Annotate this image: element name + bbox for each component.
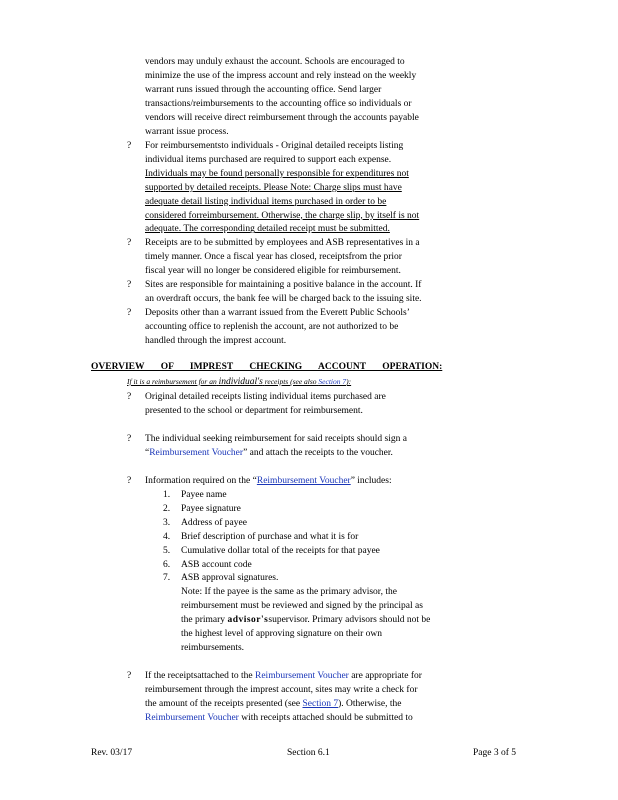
underlined-line: supported by detailed receipts. Please Note: Charge slips must have <box>145 182 402 193</box>
list-text: Cumulative dollar total of the receipts for that payee <box>181 545 380 556</box>
list-text: ASB account code <box>181 559 252 570</box>
text-line <box>145 447 541 461</box>
list-item <box>163 503 541 517</box>
bullet-symbol: ? <box>127 671 132 681</box>
bullet-symbol: ? <box>127 476 132 486</box>
subheading-text: If it is a reimbursement for an <box>127 377 217 386</box>
note-text: supervisor. Primary advisors should not be <box>268 614 431 625</box>
continuation-paragraph <box>145 56 541 139</box>
list-number: 2. <box>163 503 171 514</box>
list-text: Address of payee <box>181 517 247 528</box>
text-line: Deposits other than a warrant issued from the Everett Public Schools’ <box>145 308 410 318</box>
step-text: with receipts attached should be submitted to <box>241 712 413 723</box>
bullet-symbol: ? <box>127 392 132 402</box>
reimbursement-voucher-link[interactable]: Reimbursement Voucher <box>256 476 351 486</box>
bullet-positive-balance <box>145 279 541 307</box>
list-item <box>163 517 541 531</box>
text-line: Receipts are to be submitted by employees and ASB representatives in a <box>145 238 420 248</box>
reimbursement-voucher-link[interactable]: Reimbursement Voucher <box>255 671 349 681</box>
underlined-line: adequate. The corresponding detailed receipt must be submitted. <box>145 224 390 235</box>
text-line: handled through the imprest account. <box>145 335 287 346</box>
section-7-link[interactable]: Section 7 <box>318 377 347 386</box>
text-line: individual items purchased are required to support each expense. <box>145 154 392 165</box>
text-line: vendors will receive direct reimbursement through the accounts payable <box>145 112 419 123</box>
underlined-line: Individuals may be found personally responsible for expenditures not <box>145 168 409 179</box>
list-number: 3. <box>163 517 171 528</box>
advisor-bold: advisor's <box>227 614 269 625</box>
subheading-text: receipts (see also <box>264 377 317 386</box>
step-text: ). Otherwise, the <box>338 698 402 709</box>
text-line: reimbursement must be reviewed and signed by the principal as <box>181 600 423 611</box>
text-line: Sites are responsible for maintaining a positive balance in the account. If <box>145 280 422 290</box>
text-line: Original detailed receipts listing individual items purchased are <box>145 392 386 402</box>
text-line: fiscal year will no longer be considered eligible for reimbursement. <box>145 265 401 276</box>
text-line: timely manner. Once a fiscal year has closed, receiptsfrom the prior <box>145 251 402 262</box>
text-line: reimbursement through the imprest account, sites may write a check for <box>145 684 418 695</box>
step-original-receipts <box>145 391 541 419</box>
voucher-text: ” and attach the receipts to the voucher. <box>243 447 393 458</box>
bullet-symbol: ? <box>127 280 132 290</box>
section-7-link[interactable]: Section 7 <box>302 698 339 709</box>
step-text: If the receiptsattached to the <box>145 671 253 681</box>
bullet-deposits <box>145 307 541 349</box>
list-item <box>163 559 541 573</box>
step-text: are appropriate for <box>351 671 422 681</box>
list-text: ASB approval signatures. <box>181 573 279 584</box>
bullet-symbol: ? <box>127 238 132 248</box>
step-information-required <box>145 475 541 489</box>
list-number: 1. <box>163 490 171 500</box>
subheading-end: ): <box>346 377 352 386</box>
text-line <box>145 670 541 684</box>
bullet-symbol: ? <box>127 308 132 318</box>
text-line: an overdraft occurs, the bank fee will be charged back to the issuing site. <box>145 293 422 304</box>
text-line: warrant runs issued through the accounting office. Send larger <box>145 84 382 95</box>
reimbursement-voucher-link[interactable]: Reimbursement Voucher <box>149 447 244 458</box>
list-text: Brief description of purchase and what it is for <box>181 531 359 542</box>
text-line: warrant issue process. <box>145 126 229 137</box>
footer-section: Section 6.1 <box>287 748 330 758</box>
text-line: vendors may unduly exhaust the account. Schools are encouraged to <box>145 57 405 67</box>
text-line: the highest level of approving signature on their own <box>181 628 383 639</box>
text-line: presented to the school or department for reimbursement. <box>145 405 363 416</box>
info-text: ” includes: <box>350 476 392 486</box>
list-item <box>163 545 541 559</box>
list-number: 7. <box>163 573 171 584</box>
overview-heading: OVERVIEW OF IMPREST CHECKING ACCOUNT OPERATION: <box>91 362 443 372</box>
text-line: The individual seeking reimbursement for said receipts should sign a <box>145 434 407 444</box>
text-line <box>145 712 541 726</box>
text-line: reimbursements. <box>181 642 245 653</box>
note-text: the primary <box>181 614 226 625</box>
underlined-line: considered forreimbursement. Otherwise, the charge slip, by itself is not <box>145 210 420 221</box>
text-line: For reimbursementsto individuals - Original detailed receipts listing <box>145 141 404 151</box>
bullet-receipts-required <box>145 140 541 237</box>
bullet-symbol: ? <box>127 141 132 151</box>
quote-open: “ <box>145 447 150 458</box>
subheading-individual: individual's <box>218 377 263 387</box>
list-text: Payee name <box>181 490 227 500</box>
list-number: 5. <box>163 545 171 556</box>
list-item <box>163 489 541 503</box>
overview-subheading <box>127 377 351 387</box>
text-line: Note: If the payee is the same as the primary advisor, the <box>181 587 397 597</box>
text-line <box>145 698 541 712</box>
text-line: accounting office to replenish the account, are not authorized to be <box>145 321 399 332</box>
footer-revision: Rev. 03/17 <box>91 748 133 758</box>
reimbursement-voucher-link[interactable]: Reimbursement Voucher <box>145 712 239 723</box>
info-text: Information required on the “ <box>145 476 257 486</box>
step-write-check <box>145 670 541 726</box>
underlined-line: adequate detail listing individual items purchased in order to be <box>145 196 387 207</box>
step-text: the amount of the receipts presented (see <box>145 698 301 709</box>
list-number: 4. <box>163 531 171 542</box>
text-line: transactions/reimbursements to the accounting office so individuals or <box>145 98 412 109</box>
list-item <box>163 572 541 586</box>
footer-page-number: Page 3 of 5 <box>473 748 517 758</box>
list-text: Payee signature <box>181 503 241 514</box>
bullet-symbol: ? <box>127 434 132 444</box>
list-item <box>163 531 541 545</box>
text-line: minimize the use of the impress account and rely instead on the weekly <box>145 70 417 81</box>
advisor-note <box>181 586 541 656</box>
text-line <box>145 475 541 489</box>
text-line <box>181 614 541 628</box>
bullet-timely-submission <box>145 237 541 279</box>
list-number: 6. <box>163 559 171 570</box>
step-sign-voucher <box>145 433 541 461</box>
information-list <box>163 489 541 586</box>
